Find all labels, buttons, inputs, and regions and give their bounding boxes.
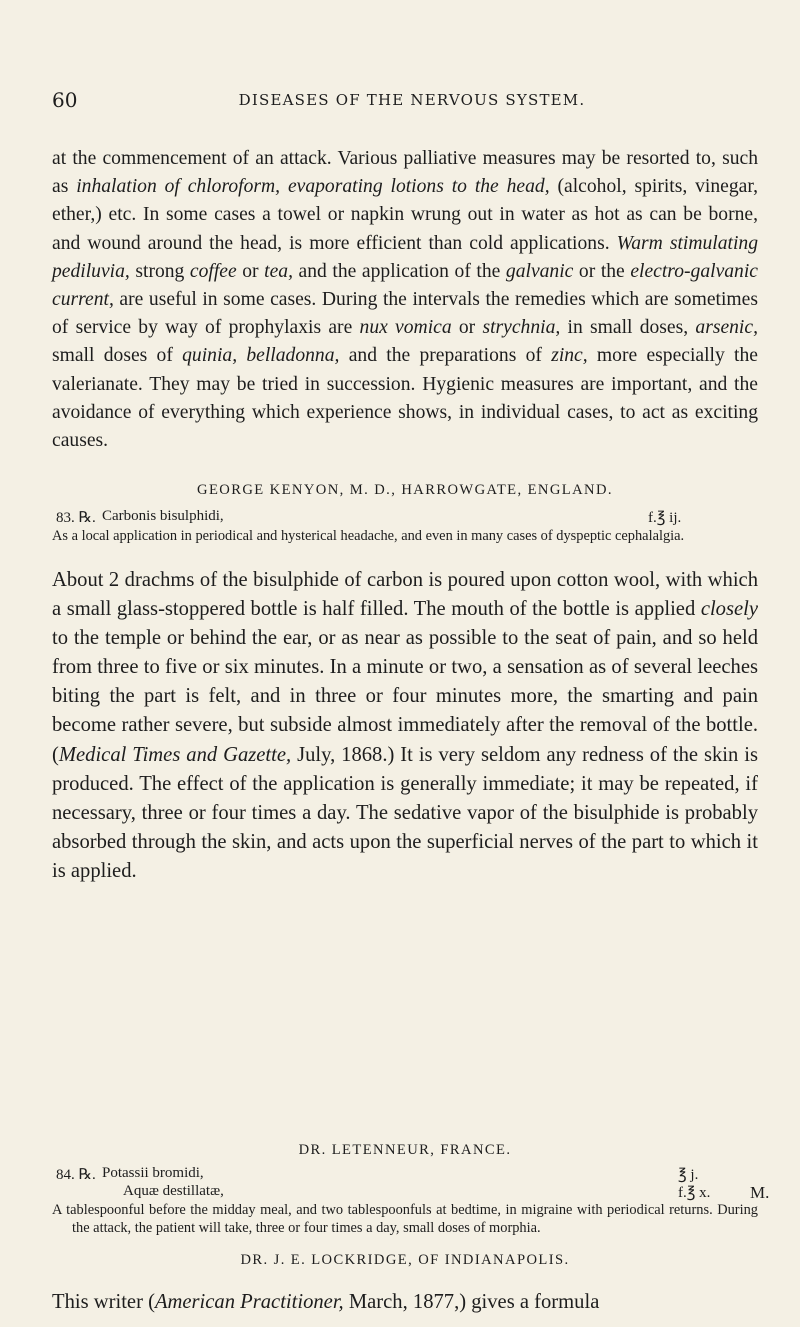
running-head: DISEASES OF THE NERVOUS SYSTEM.	[238, 91, 586, 109]
prescription-quantity: f.℥ ij.	[648, 510, 682, 526]
prescription-quantity: f.℥ x.	[678, 1185, 711, 1201]
section-heading-kenyon: GEORGE KENYON, M. D., HARROWGATE, ENGLAND.	[197, 482, 613, 498]
section-heading-letenneur: DR. LETENNEUR, FRANCE.	[298, 1142, 512, 1158]
prescription-number: 84. ℞.	[56, 1167, 96, 1183]
page-header	[52, 88, 758, 114]
prescription-quantity: ℥ j.	[678, 1167, 699, 1183]
paragraph-lockridge: This writer (American Practitioner, March, 1877,) gives a formula	[52, 1291, 600, 1313]
paragraph-bisulphide-application: About 2 drachms of the bisulphide of carbon is poured upon cotton wool, with which a small glass-stoppered bottle is half filled. The mouth of the bottle is applied closely to the temple or behind the ear, or as near as possible to the seat of pain, and so held from three to five or six minutes. In a minute or two, a sensation as of several leeches biting the part is felt, and in three or four minutes more, the smarting and pain become rather severe, but subside almost immediately after the removal of the bottle. (Medical Times and Gazette, July, 1868.) It is very seldom any redness of the skin is produced. The effect of the application is generally immediate; it may be repeated, if necessary, three or four times a day. The sedative vapor of the bisulphide is probably absorbed through the skin, and acts upon the superficial nerves of the part to which it is applied.	[52, 569, 758, 882]
page-number: 60	[52, 88, 78, 112]
prescription-ingredient: Potassii bromidi,	[102, 1165, 204, 1181]
misce-mark: M.	[750, 1183, 770, 1202]
prescription-ingredient: Aquæ destillatæ,	[123, 1183, 224, 1199]
prescription-number: 83. ℞.	[56, 510, 96, 526]
paragraph-palliative-measures: at the commencement of an attack. Various palliative measures may be resorted to, such as inhalation of chloroform, evaporating lotions to the head, (alcohol, spirits, vinegar, ether,) etc. In some cases a towel or napkin wrung out in water as hot as can be borne, and wound around the head, is more efficient than cold applications. Warm stimulating pediluvia, strong coffee or tea, and the application of the galvanic or the electro-galvanic current, are useful in some cases. During the intervals the remedies which are sometimes of service by way of prophylaxis are nux vomica or strychnia, in small doses, arsenic, small doses of quinia, belladonna, and the preparations of zinc, more especially the valerianate. They may be tried in succession. Hygienic measures are important, and the avoidance of everything which experience shows, in individual cases, to act as exciting causes.	[52, 148, 758, 452]
prescription-note-83: As a local application in periodical and hysterical headache, and even in many cases of dyspeptic cephalalgia.	[52, 528, 685, 544]
prescription-ingredient: Carbonis bisulphidi,	[102, 508, 224, 524]
section-heading-lockridge: DR. J. E. LOCKRIDGE, OF INDIANAPOLIS.	[240, 1252, 570, 1268]
prescription-note-84: A tablespoonful before the midday meal, and two tablespoonfuls at bedtime, in migraine with periodical returns. During the attack, the patient will take, three or four times a day, small doses of morphia.	[52, 1202, 758, 1236]
